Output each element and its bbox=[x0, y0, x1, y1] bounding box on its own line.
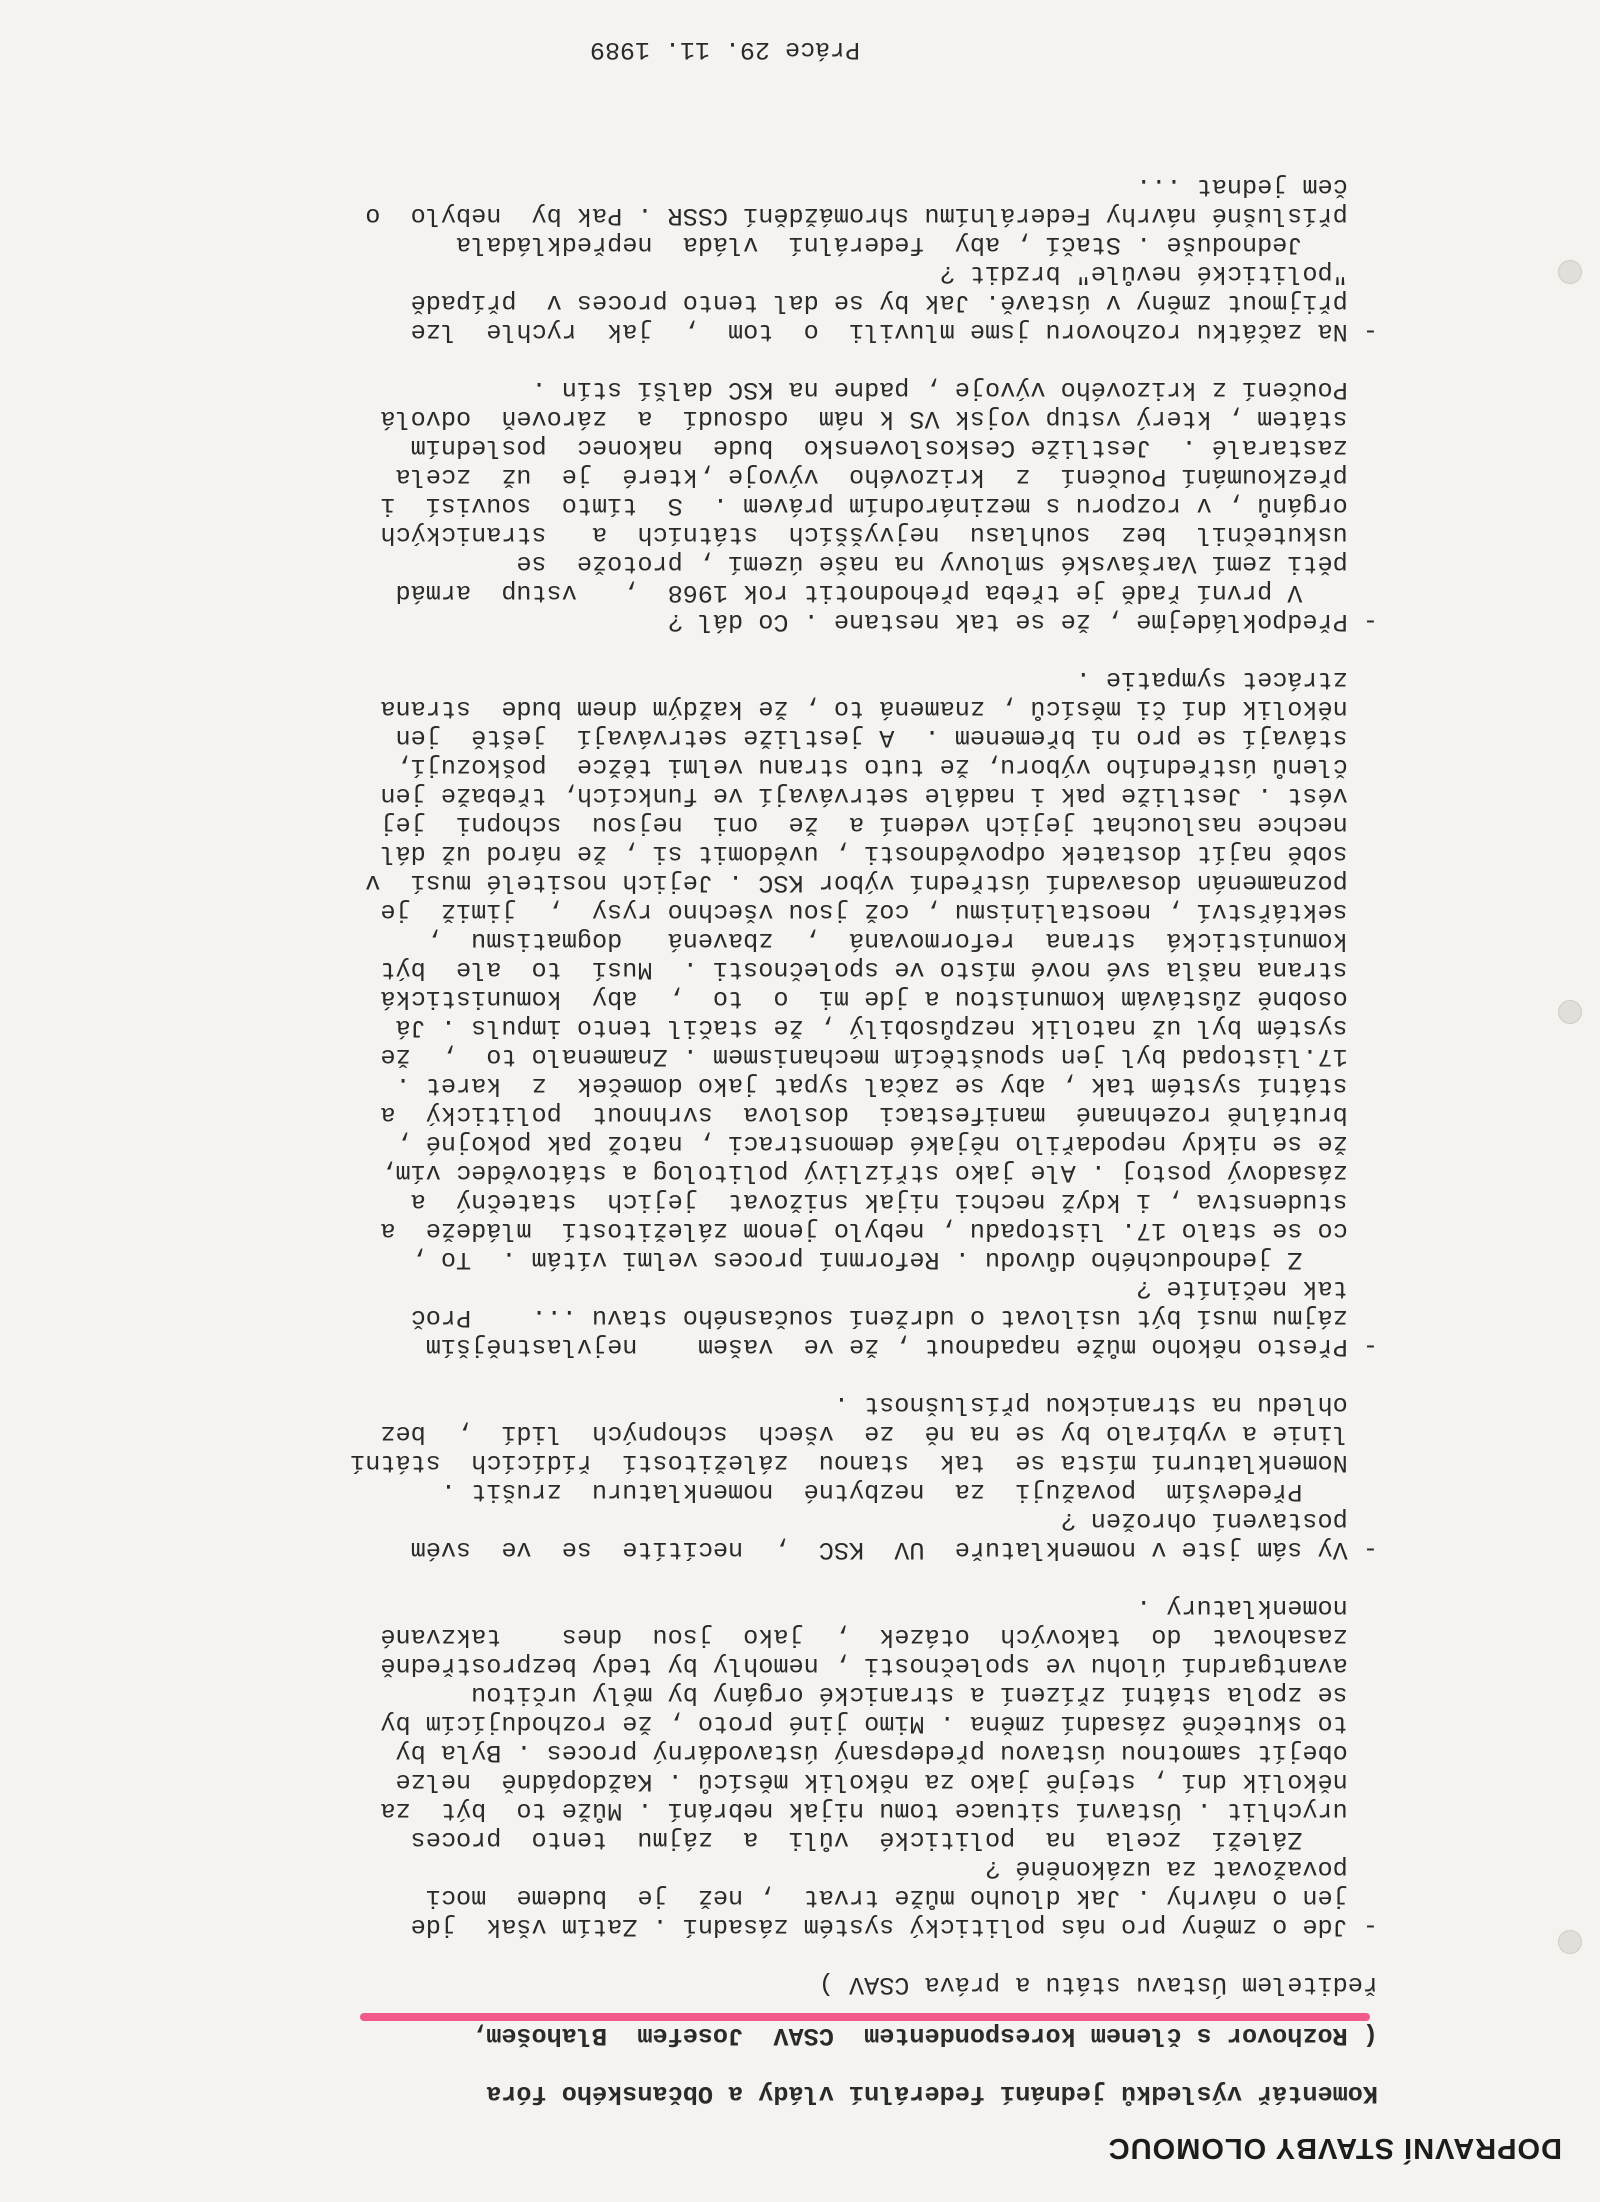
intro-line: ( Rozhovor s členem korespondentem CSAV Josefem Blahošem, bbox=[471, 2021, 1378, 2050]
text-line: linie a vybíralo by se na ně ze všech schopných lidí , bez bbox=[380, 1419, 1378, 1448]
text-line: čem jednat ... bbox=[1136, 172, 1378, 201]
text-line: že se nikdy nepodařilo nějaké demonstraci , natož pak pokojné , bbox=[395, 1129, 1378, 1158]
binder-holes bbox=[1542, 0, 1582, 2202]
article-title: Komentář výsledků jednání federální vlády a Občanského fóra bbox=[486, 2079, 1378, 2108]
text-line: - Jde o změny pro nás politický systém zásadní . Zatím však jde bbox=[410, 1912, 1378, 1941]
text-line: tak nečiníte ? bbox=[1136, 1274, 1378, 1303]
text-line: systém byl už natolik nezpůsobilý , že stačil tento impuls . Já bbox=[395, 1013, 1378, 1042]
text-line: zájmu musí být usilovat o udržení současného stavu ... Proč bbox=[410, 1303, 1378, 1332]
text-line: co se stalo 17. listopadu , nebylo jenom záležitostí mládeže a bbox=[380, 1216, 1378, 1245]
interview-paragraph bbox=[178, 665, 1378, 1361]
text-line: komunistická strana reformovaná , zbavená dogmatismu , bbox=[425, 926, 1378, 955]
text-line: - Vy sám jste v nomenklatuře UV KSC , necítíte se ve svém bbox=[410, 1535, 1378, 1564]
text-line: sektářství , neostalinismu , což jsou všechno rysy , jimiž je bbox=[380, 897, 1378, 926]
text-line: Z jednoduchého důvodu . Reformní proces velmi vítám . To , bbox=[410, 1245, 1378, 1274]
text-line: považovat za uzákoněné ? bbox=[985, 1854, 1378, 1883]
text-line: zasahovat do takových otázek , jako jsou dnes takzvané bbox=[380, 1622, 1378, 1651]
text-line: obejít samotnou ústavou předepsaný ústavodárný proces . Byla by bbox=[395, 1738, 1378, 1767]
punch-hole bbox=[1558, 1930, 1582, 1954]
text-line: členů ústředního výboru, že tuto stranu velmi těžce poškozují, bbox=[395, 752, 1378, 781]
text-line: studenstva , i když nechci nijak snižovat jejich statečný a bbox=[410, 1187, 1378, 1216]
text-line: - Na začátku rozhovoru jsme mluvili o tom , jak rychle lze bbox=[410, 317, 1378, 346]
text-line: to skutečně zásadní změna . Mimo jiné proto , že rozhodujícím by bbox=[380, 1709, 1378, 1738]
text-line: urychlit . Ústavní situace tomu nijak nebrání . Může to být za bbox=[380, 1796, 1378, 1825]
text-line: zastaralé . Jestliže Ceskoslovensko bude nakonec posledním bbox=[410, 433, 1378, 462]
text-line: zásadový postoj . Ale jako střízlivý politolog a státovědec vím, bbox=[380, 1158, 1378, 1187]
text-line: Poučení z krizového vývoje , padne na KSC další stín . bbox=[531, 375, 1378, 404]
text-line: strana našla své nové místo ve společnosti . Musí to ale být bbox=[380, 955, 1378, 984]
text-line: nechce naslouchat jejich vedení a že oni nejsou schopni jej bbox=[380, 810, 1378, 839]
text-line: ohledu na stranickou příslušnost . bbox=[833, 1390, 1378, 1419]
text-line: příslušné návrhy Federálnímu shromáždění CSSR . Pak by nebylo o bbox=[365, 201, 1378, 230]
interview-paragraph bbox=[178, 1593, 1378, 1941]
text-line: "politické nevůle" brzdit ? bbox=[939, 259, 1378, 288]
text-line: 17.listopad byl jen spouštěcím mechanismem . Znamenalo to , že bbox=[380, 1042, 1378, 1071]
text-line: přezkoumání Poučení z krizového vývoje ,které je už zcela bbox=[395, 462, 1378, 491]
article-body bbox=[178, 172, 1378, 2108]
organization-stamp: DOPRAVNÍ STAVBY OLOMOUC bbox=[1107, 2132, 1562, 2164]
text-line: brutálně rozehnané manifestaci doslova svrhnout politický a bbox=[380, 1100, 1378, 1129]
punch-hole bbox=[1558, 260, 1582, 284]
text-line: poznamenán dosavadní ústřední výbor KSC . Jejich nositelé musí v bbox=[365, 868, 1378, 897]
text-line: postavení ohrožen ? bbox=[1060, 1506, 1378, 1535]
interview-paragraph bbox=[178, 172, 1378, 346]
text-line: sobě najít dostatek odpovědnosti , uvědomit si , že národ už dál bbox=[380, 839, 1378, 868]
text-line: osobně zůstávám komunistou a jde mi o to , aby komunistická bbox=[380, 984, 1378, 1013]
text-line: pěti zemí Varšavské smlouvy na naše území , protože se bbox=[516, 549, 1378, 578]
text-line: vést . Jestliže pak i nadále setrvávají ve funkcích, třebaže jen bbox=[380, 781, 1378, 810]
text-line: Jednoduše . Stačí , aby federální vláda nepředkládala bbox=[455, 230, 1378, 259]
intro-line: ředitelem Ústavu státu a práva CSAV ) bbox=[818, 1970, 1378, 1999]
text-line: ztrácet sympatie . bbox=[1075, 665, 1378, 694]
text-line: V první řadě je třeba přehodnotit rok 1968 , vstup armád bbox=[395, 578, 1378, 607]
text-line: přijmout změny v ústavě. Jak by se dal tento proces v případě bbox=[410, 288, 1378, 317]
interview-paragraph bbox=[178, 375, 1378, 636]
text-line: - Předpokládejme , že se tak nestane . Co dál ? bbox=[667, 607, 1378, 636]
highlight-underline bbox=[360, 2013, 1370, 2021]
text-line: státní systém tak , aby se začal sypat jako domeček z karet . bbox=[395, 1071, 1378, 1100]
text-line: Nomenklaturní místa se tak stanou záležitostí řídících státní bbox=[350, 1448, 1378, 1477]
text-line: jen o návrhy . Jak dlouho může trvat , než je budeme moci bbox=[425, 1883, 1378, 1912]
text-line: uskutečnil bez souhlasu nejvyšších státních a stranických bbox=[380, 520, 1378, 549]
interview-paragraphs bbox=[178, 172, 1378, 1941]
source-citation: Práce 29. 11. 1989 bbox=[589, 35, 860, 64]
text-line: se zpola státní zřízení a stranické orgány by měly určitou bbox=[471, 1680, 1378, 1709]
text-line: orgánů , v rozporu s mezinárodním právem . S tímto souvisí i bbox=[380, 491, 1378, 520]
text-line: několik dní či měsíců , znamená to , že každým dnem bude strana bbox=[380, 694, 1378, 723]
text-line: nomenklatury . bbox=[1136, 1593, 1378, 1622]
text-line: - Přesto někoho může napadnout , že ve vašem nejvlastnějším bbox=[425, 1332, 1378, 1361]
interview-paragraph bbox=[178, 1390, 1378, 1564]
text-line: několik dní , stejně jako za několik měsíců . Každopádně nelze bbox=[395, 1767, 1378, 1796]
text-line: stávají se pro ni břemenem . A jestliže setrvávají ještě jen bbox=[395, 723, 1378, 752]
punch-hole bbox=[1558, 1000, 1582, 1024]
text-line: Především považuji za nezbytné nomenklaturu zrušit . bbox=[440, 1477, 1378, 1506]
text-line: státem , který vstup vojsk VS k nám odsoudí a zároveň odvolá bbox=[380, 404, 1378, 433]
text-line: Záleží zcela na politické vůli a zájmu tento proces bbox=[410, 1825, 1378, 1854]
text-line: avantgardní úlohu ve společnosti , nemohly by tedy bezprostředně bbox=[380, 1651, 1378, 1680]
